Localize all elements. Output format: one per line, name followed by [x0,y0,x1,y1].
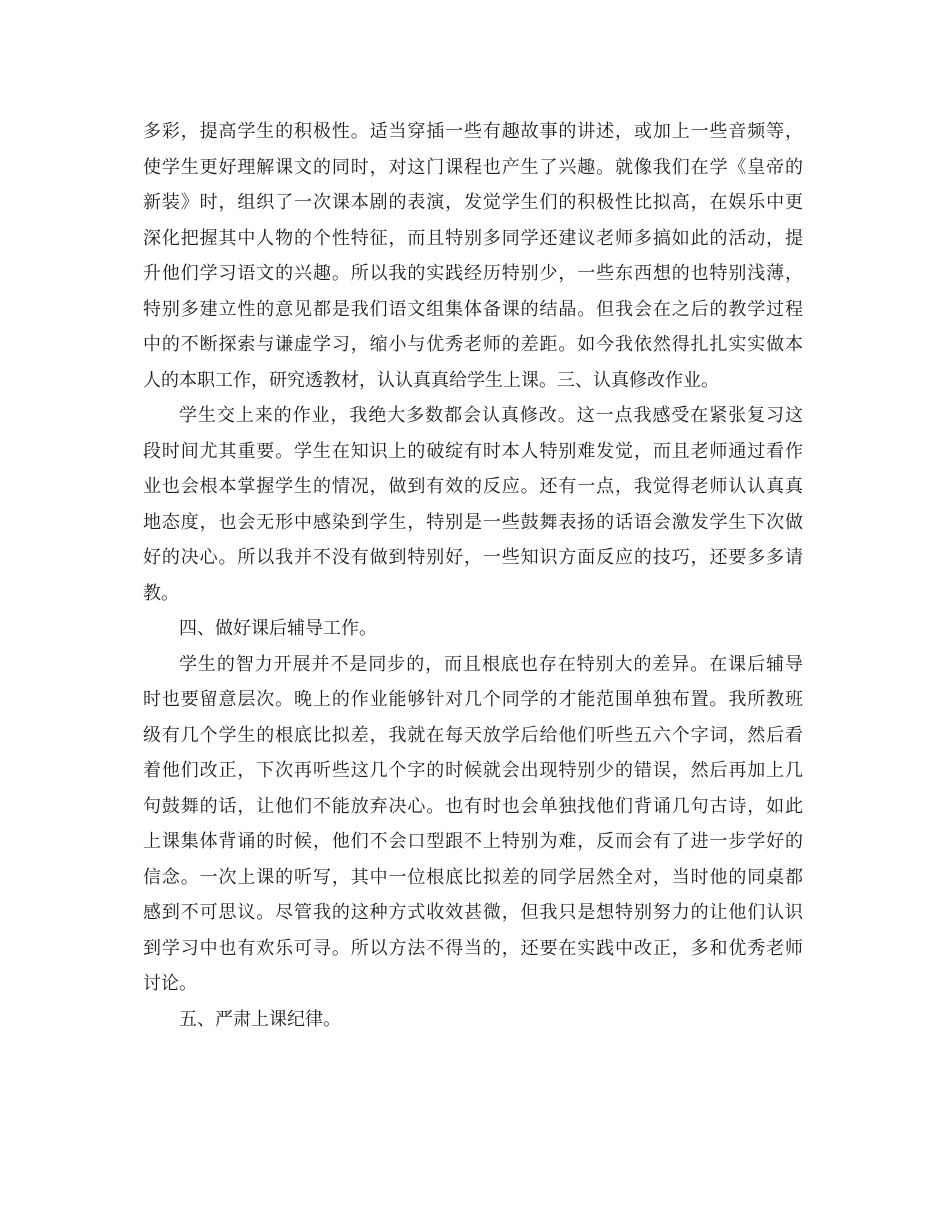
text-line: 上课集体背诵的时候，他们不会口型跟不上特别为难，反而会有了进一步学好的 [143,831,803,852]
text-line: 特别多建立性的意见都是我们语文组集体备课的结晶。但我会在之后的教学过程 [143,298,803,320]
text-line: 人的本职工作，研究透教材，认认真真给学生上课。三、认真修改作业。 [143,369,719,391]
text-line: 时也要留意层次。晚上的作业能够针对几个同学的才能范围单独布置。我所教班 [143,689,803,710]
text-line: 着他们改正，下次再听些这几个字的时候就会出现特别少的错误，然后再加上几 [143,760,803,781]
text-line: 新装》时，组织了一次课本剧的表演，发觉学生们的积极性比拟高，在娱乐中更 [143,192,803,213]
text-line: 五、严肃上课纪律。 [179,1008,341,1030]
text-line: 级有几个学生的根底比拟差，我就在每天放学后给他们听些五六个字词，然后看 [143,724,803,746]
document-body [143,114,803,1037]
text-line: 学生的智力开展并不是同步的，而且根底也存在特别大的差异。在课后辅导 [179,653,803,675]
text-line: 深化把握其中人物的个性特征，而且特别多同学还建议老师多搞如此的活动，提 [143,227,803,249]
text-line: 段时间尤其重要。学生在知识上的破绽有时本人特别难发觉，而且老师通过看作 [143,440,803,462]
text-line: 中的不断探索与谦虚学习，缩小与优秀老师的差距。如今我依然得扎扎实实做本 [143,334,803,355]
text-line: 业也会根本掌握学生的情况，做到有效的反应。还有一点，我觉得老师认认真真 [143,476,803,497]
text-line: 信念。一次上课的听写，其中一位根底比拟差的同学居然全对，当时他的同桌都 [143,866,803,888]
text-line: 使学生更好理解课文的同时，对这门课程也产生了兴趣。就像我们在学《皇帝的 [143,156,803,178]
text-line: 到学习中也有欢乐可寻。所以方法不得当的，还要在实践中改正，多和优秀老师 [143,937,803,959]
text-line: 讨论。 [143,973,197,994]
text-line: 学生交上来的作业，我绝大多数都会认真修改。这一点我感受在紧张复习这 [179,405,803,426]
text-line: 感到不可思议。尽管我的这种方式收效甚微，但我只是想特别努力的让他们认识 [143,902,803,923]
text-line: 升他们学习语文的兴趣。所以我的实践经历特别少，一些东西想的也特别浅薄， [143,263,803,284]
text-line: 多彩，提高学生的积极性。适当穿插一些有趣故事的讲述，或加上一些音频等， [143,121,803,142]
text-line: 地态度，也会无形中感染到学生，特别是一些鼓舞表扬的话语会激发学生下次做 [143,511,803,533]
text-line: 句鼓舞的话，让他们不能放弃决心。也有时也会单独找他们背诵几句古诗，如此 [143,795,803,817]
text-line: 教。 [143,582,179,604]
text-line: 四、做好课后辅导工作。 [179,618,377,639]
text-line: 好的决心。所以我并不没有做到特别好，一些知识方面反应的技巧，还要多多请 [143,547,803,568]
